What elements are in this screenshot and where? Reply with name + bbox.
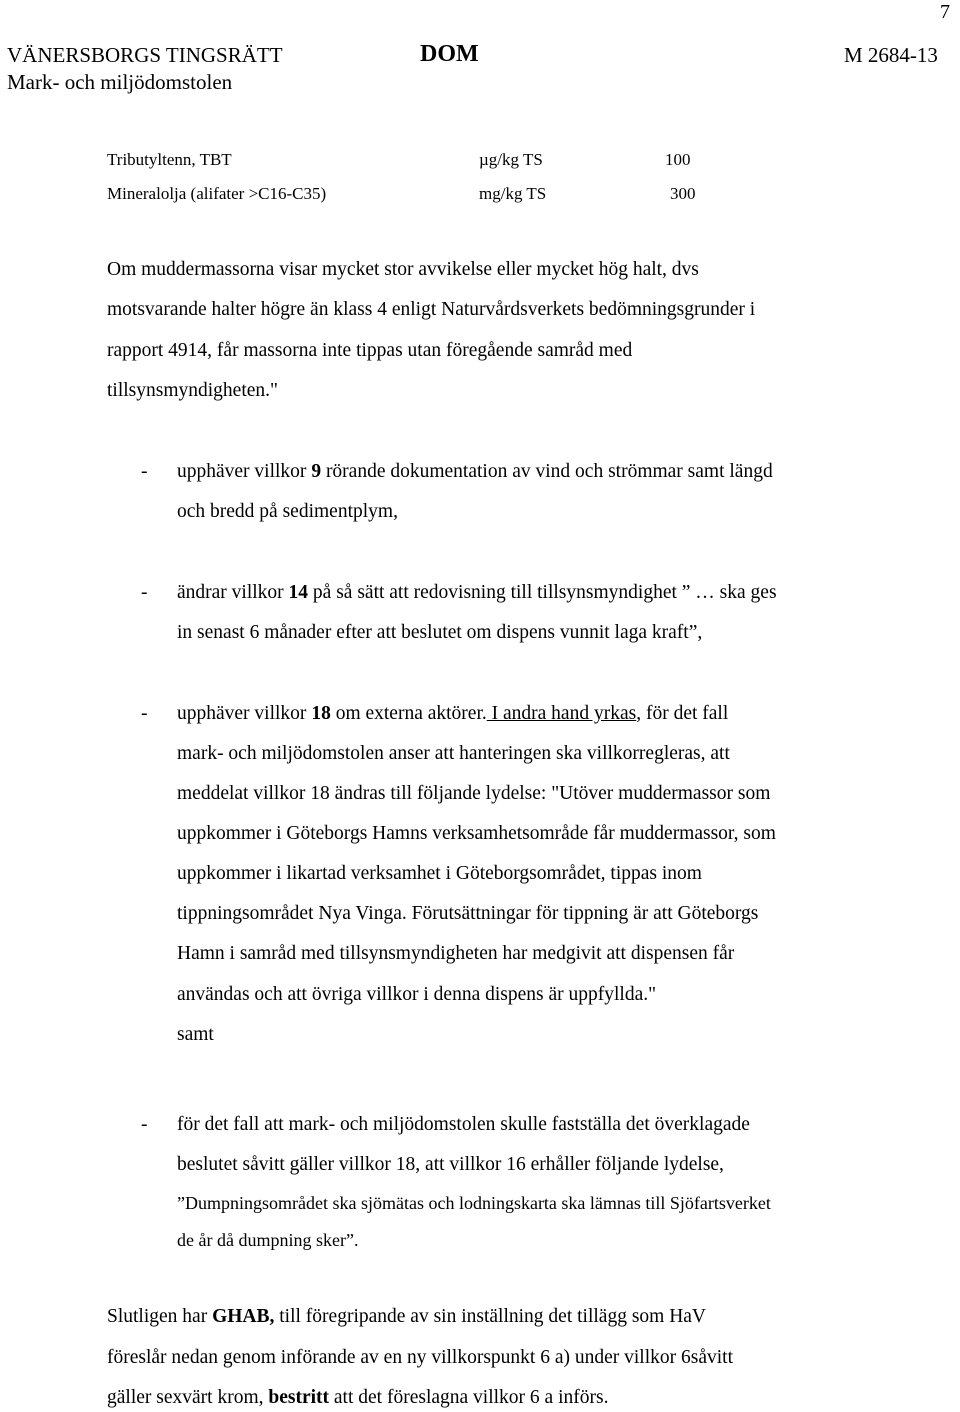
condition-number: 18 xyxy=(311,703,331,724)
list-item-line: och bredd på sedimentplym, xyxy=(177,501,398,522)
table-cell-value: 300 xyxy=(670,184,696,203)
party-name: GHAB, xyxy=(212,1306,275,1327)
list-item-line: in senast 6 månader efter att beslutet om dispens vunnit laga kraft”, xyxy=(177,622,703,643)
list-dash: - xyxy=(141,461,148,482)
paragraph-line: gäller sexvärt krom, bestritt att det föreslagna villkor 6 a införs. xyxy=(107,1387,609,1408)
table-cell-substance: Tributyltenn, TBT xyxy=(107,150,232,169)
paragraph-line: tillsynsmyndigheten." xyxy=(107,380,278,401)
table-cell-unit: mg/kg TS xyxy=(479,184,547,203)
list-item-line: ändrar villkor 14 på så sätt att redovisning till tillsynsmyndighet ” … ska ges xyxy=(177,582,777,603)
condition-number: 14 xyxy=(288,582,309,603)
list-item-line: för det fall att mark- och miljödomstolen skulle fastställa det överklagade xyxy=(177,1114,750,1135)
list-item-line: användas och att övriga villkor i denna dispens är uppfyllda." xyxy=(177,984,657,1005)
underlined-phrase: I andra hand yrkas xyxy=(486,703,637,724)
paragraph-line: Slutligen har GHAB, till föregripande av sin inställning det tillägg som HaV xyxy=(107,1306,707,1327)
table-cell-value: 100 xyxy=(665,150,691,169)
document-type: DOM xyxy=(420,41,479,67)
list-dash: - xyxy=(141,703,148,724)
list-dash: - xyxy=(141,1114,148,1135)
page-number: 7 xyxy=(940,1,950,23)
list-item-line: Hamn i samråd med tillsynsmyndigheten har medgivit att dispensen får xyxy=(177,943,735,964)
list-dash: - xyxy=(141,582,148,603)
court-name: VÄNERSBORGS TINGSRÄTT xyxy=(7,43,283,67)
list-item-line: meddelat villkor 18 ändras till följande lydelse: "Utöver muddermassor som xyxy=(177,783,771,804)
case-number: M 2684-13 xyxy=(844,43,938,67)
court-division: Mark- och miljödomstolen xyxy=(7,70,233,94)
table-cell-unit: µg/kg TS xyxy=(479,150,543,169)
paragraph-line: Om muddermassorna visar mycket stor avvikelse eller mycket hög halt, dvs xyxy=(107,259,699,280)
table-cell-substance: Mineralolja (alifater >C16-C35) xyxy=(107,184,327,203)
list-item-line: uppkommer i likartad verksamhet i Göteborgsområdet, tippas inom xyxy=(177,863,702,884)
list-item-line: samt xyxy=(177,1024,214,1045)
quoted-condition-line: de år då dumpning sker”. xyxy=(177,1230,359,1250)
paragraph-line: motsvarande halter högre än klass 4 enligt Naturvårdsverkets bedömningsgrunder i xyxy=(107,299,756,320)
list-item-line: tippningsområdet Nya Vinga. Förutsättningar för tippning är att Göteborgs xyxy=(177,903,759,924)
list-item-line: beslutet såvitt gäller villkor 18, att villkor 16 erhåller följande lydelse, xyxy=(177,1154,724,1175)
bold-word: bestritt xyxy=(268,1387,330,1408)
paragraph-line: rapport 4914, får massorna inte tippas utan föregående samråd med xyxy=(107,340,633,361)
list-item-line: upphäver villkor 18 om externa aktörer. I andra hand yrkas, för det fall xyxy=(177,703,729,724)
quoted-condition-line: ”Dumpningsområdet ska sjömätas och lodningskarta ska lämnas till Sjöfartsverket xyxy=(177,1193,771,1213)
list-item-line: uppkommer i Göteborgs Hamns verksamhetsområde får muddermassor, som xyxy=(177,823,776,844)
paragraph-line: föreslår nedan genom införande av en ny villkorspunkt 6 a) under villkor 6såvitt xyxy=(107,1347,733,1368)
list-item-line: mark- och miljödomstolen anser att hanteringen ska villkorregleras, att xyxy=(177,743,730,764)
list-item-line: upphäver villkor 9 rörande dokumentation av vind och strömmar samt längd xyxy=(177,461,773,482)
condition-number: 9 xyxy=(311,461,322,482)
